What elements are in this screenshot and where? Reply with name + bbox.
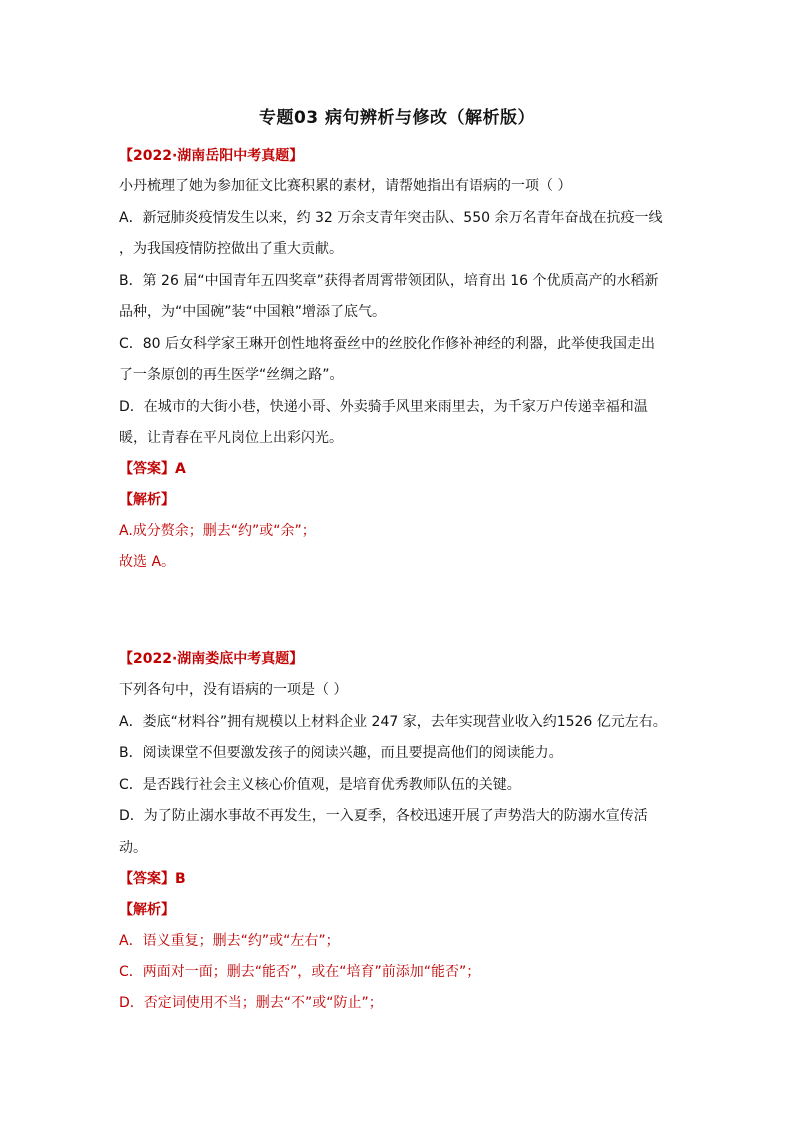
- q2-analysis-line3: D．否定词使用不当；删去“不”或“防止”；: [119, 995, 383, 1011]
- q2-option-b-line1: B．阅读课堂不但要激发孩子的阅读兴趣，而且要提高他们的阅读能力。: [119, 745, 563, 761]
- q1-option-d-line1: D．在城市的大街小巷，快递小哥、外卖骑手风里来雨里去，为千家万户传递幸福和温: [119, 399, 648, 415]
- q2-option-a-line1: A．娄底“材料谷”拥有规模以上材料企业 247 家，去年实现营业收入约1526 亿元左右。: [119, 714, 667, 730]
- q2-source-tag: 【2022·湖南娄底中考真题】: [119, 651, 304, 667]
- q1-option-d-line2: 暖，让青春在平凡岗位上出彩闪光。: [119, 430, 343, 446]
- q1-analysis-line2: 故选 A。: [119, 554, 176, 570]
- q2-option-d-line2: 动。: [119, 840, 147, 856]
- q2-option-d-line1: D．为了防止溺水事故不再发生，一入夏季，各校迅速开展了声势浩大的防溺水宣传活: [119, 808, 648, 824]
- q1-option-a-line1: A．新冠肺炎疫情发生以来，约 32 万余支青年突击队、550 余万名青年奋战在抗疫一线: [119, 210, 663, 226]
- q2-analysis-line2: C．两面对一面；删去“能否”，或在“培育”前添加“能否”；: [119, 964, 481, 980]
- q1-stem: 小丹梳理了她为参加征文比赛积累的素材，请帮她指出有语病的一项（ ）: [119, 178, 572, 194]
- q1-option-a-line2: ，为我国疫情防控做出了重大贡献。: [119, 241, 343, 257]
- q1-option-c-line1: C．80 后女科学家王琳开创性地将蚕丝中的丝胶化作修补神经的利器，此举使我国走出: [119, 336, 656, 352]
- q2-stem: 下列各句中，没有语病的一项是（ ）: [119, 682, 348, 698]
- q1-option-b-line2: 品种，为“中国碗”装“中国粮”增添了底气。: [119, 304, 387, 320]
- q2-answer: 【答案】B: [119, 871, 186, 887]
- q2-analysis-line1: A．语义重复；删去“约”或“左右”；: [119, 933, 340, 949]
- q2-option-c-line1: C．是否践行社会主义核心价值观，是培育优秀教师队伍的关键。: [119, 777, 521, 793]
- page-title: 专题03 病句辨析与修改（解析版）: [258, 108, 536, 128]
- q2-analysis-label: 【解析】: [119, 902, 175, 918]
- q1-source-tag: 【2022·湖南岳阳中考真题】: [119, 148, 304, 164]
- q1-option-b-line1: B．第 26 届“中国青年五四奖章”获得者周霄带领团队，培育出 16 个优质高产的水稻新: [119, 273, 659, 289]
- q1-analysis-label: 【解析】: [119, 492, 175, 508]
- q1-answer: 【答案】A: [119, 461, 186, 477]
- q1-option-c-line2: 了一条原创的再生医学“丝绸之路”。: [119, 367, 344, 383]
- q1-analysis-line1: A.成分赘余；删去“约”或“余”；: [119, 523, 316, 539]
